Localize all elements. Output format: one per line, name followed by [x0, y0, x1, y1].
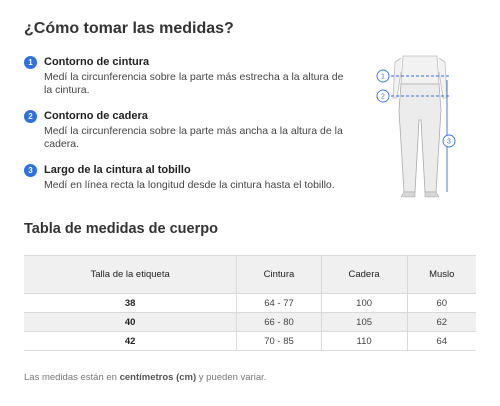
cell-size: 42 — [24, 332, 237, 351]
size-table — [24, 255, 476, 351]
cell-waist: 66 - 80 — [237, 313, 321, 332]
cell-hip: 110 — [321, 332, 407, 351]
cell-hip: 100 — [321, 294, 407, 313]
table-row — [24, 294, 476, 313]
step-description: Medí la circunferencia sobre la parte más estrecha a la altura de la cintura. — [44, 71, 344, 96]
table-header-row — [24, 256, 476, 294]
cell-thigh: 60 — [436, 297, 448, 309]
cell-hip: 105 — [321, 313, 407, 332]
figure-marker-3: 3 — [447, 138, 451, 146]
step-description: Medí la circunferencia sobre la parte más ancha a la altura de la cadera. — [44, 125, 343, 150]
step-title: Contorno de cadera — [44, 110, 148, 122]
size-table-title: Tabla de medidas de cuerpo — [24, 221, 218, 237]
header-hip: Cadera — [321, 256, 407, 294]
step-title: Contorno de cintura — [44, 56, 150, 68]
cell-thigh: 62 — [407, 313, 476, 332]
table-row — [24, 332, 476, 351]
cell-waist: 70 - 85 — [237, 332, 321, 351]
figure-marker-1: 1 — [381, 73, 385, 81]
how-to-measure-title: ¿Cómo tomar las medidas? — [24, 20, 234, 37]
step-number-badge: 1 — [24, 56, 37, 69]
step-number-badge: 3 — [24, 164, 37, 177]
cell-waist: 64 - 77 — [237, 294, 321, 313]
units-footnote — [24, 372, 266, 383]
footnote-text-start: Las medidas están en — [24, 372, 120, 383]
pants-measurement-figure-icon — [375, 50, 465, 202]
cell-size: 40 — [24, 313, 237, 332]
footnote-units: centímetros (cm) — [119, 372, 197, 383]
header-waist: Cintura — [237, 256, 321, 294]
footnote-text-end: y pueden variar. — [196, 372, 267, 383]
step-description: Medí en línea recta la longitud desde la cintura hasta el tobillo. — [44, 179, 335, 191]
figure-marker-2: 2 — [381, 93, 385, 101]
header-thigh: Muslo — [407, 256, 476, 294]
cell-size: 38 — [24, 294, 237, 313]
step-number-badge: 2 — [24, 110, 37, 123]
cell-thigh: 64 — [436, 335, 448, 347]
header-size-label: Talla de la etiqueta — [24, 256, 237, 294]
table-row — [24, 313, 476, 332]
step-title: Largo de la cintura al tobillo — [44, 164, 191, 176]
